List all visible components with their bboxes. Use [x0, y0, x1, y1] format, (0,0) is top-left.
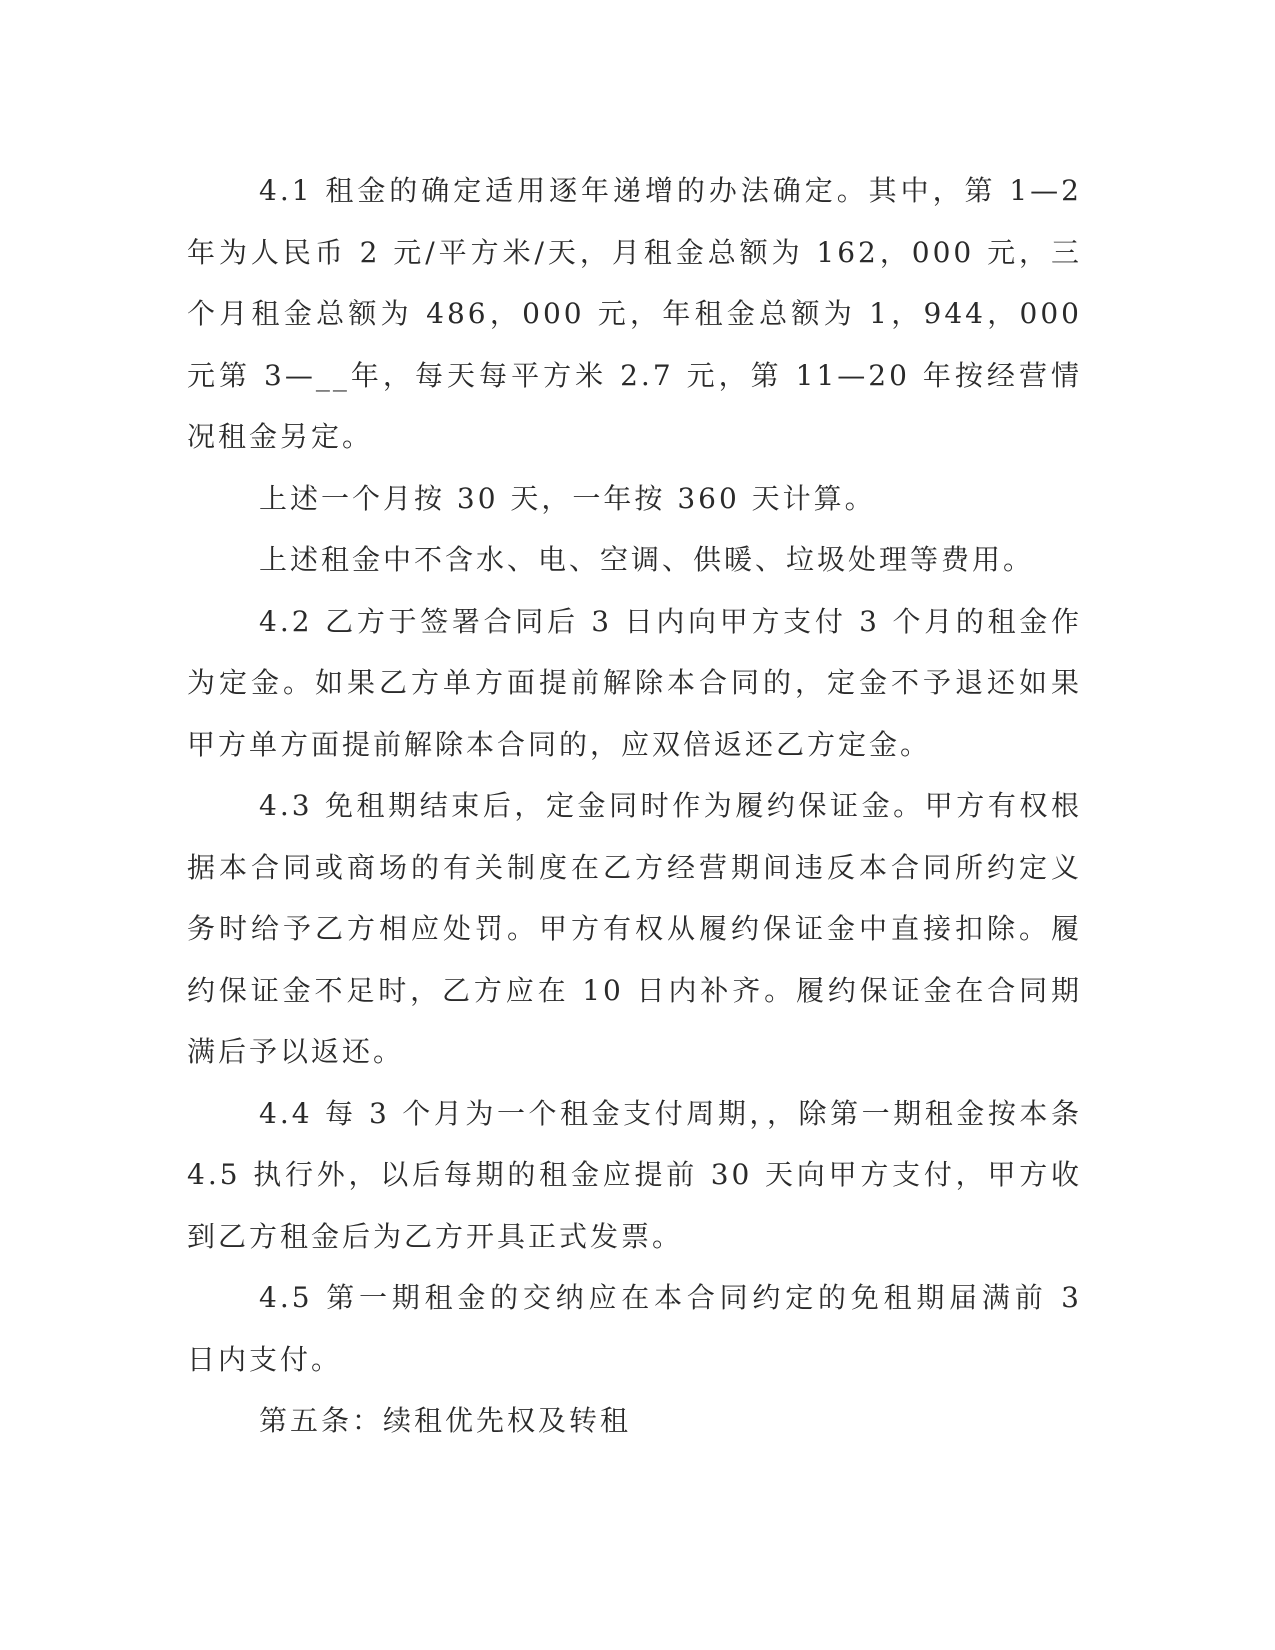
paragraph-excluded-fees: 上述租金中不含水、电、空调、供暖、垃圾处理等费用。: [259, 543, 1035, 576]
document-body: [187, 160, 1082, 1452]
section-heading-article-5: 第五条：续租优先权及转租: [259, 1404, 632, 1437]
paragraph-4-5: 4.5 第一期租金的交纳应在本合同约定的免租期届满前 3 日内支付。: [187, 1281, 1082, 1376]
paragraph-4-3: 4.3 免租期结束后，定金同时作为履约保证金。甲方有权根据本合同或商场的有关制度在乙方经营期间违反本合同所约定义务时给予乙方相应处罚。甲方有权从履约保证金中直接扣除。履约保证金不足时，乙方应在 10 日内补齐。履约保证金在合同期满后予以返还。: [187, 789, 1082, 1068]
paragraph-4-4: 4.4 每 3 个月为一个租金支付周期，，除第一期租金按本条 4.5 执行外，以后每期的租金应提前 30 天向甲方支付，甲方收到乙方租金后为乙方开具正式发票。: [187, 1096, 1082, 1253]
paragraph-4-2: 4.2 乙方于签署合同后 3 日内向甲方支付 3 个月的租金作为定金。如果乙方单方面提前解除本合同的，定金不予退还如果甲方单方面提前解除本合同的，应双倍返还乙方定金。: [187, 604, 1082, 761]
paragraph-month-days: 上述一个月按 30 天，一年按 360 天计算。: [259, 481, 876, 515]
paragraph-4-1: 4.1 租金的确定适用逐年递增的办法确定。其中，第 1—2 年为人民币 2 元/平方米/天，月租金总额为 162，000 元，三个月租金总额为 486，000 元，年租金总额为 1，944，000 元第 3—__年，每天每平方米 2.7 元，第 11—20 年按经营情况租金另定。: [187, 174, 1082, 453]
